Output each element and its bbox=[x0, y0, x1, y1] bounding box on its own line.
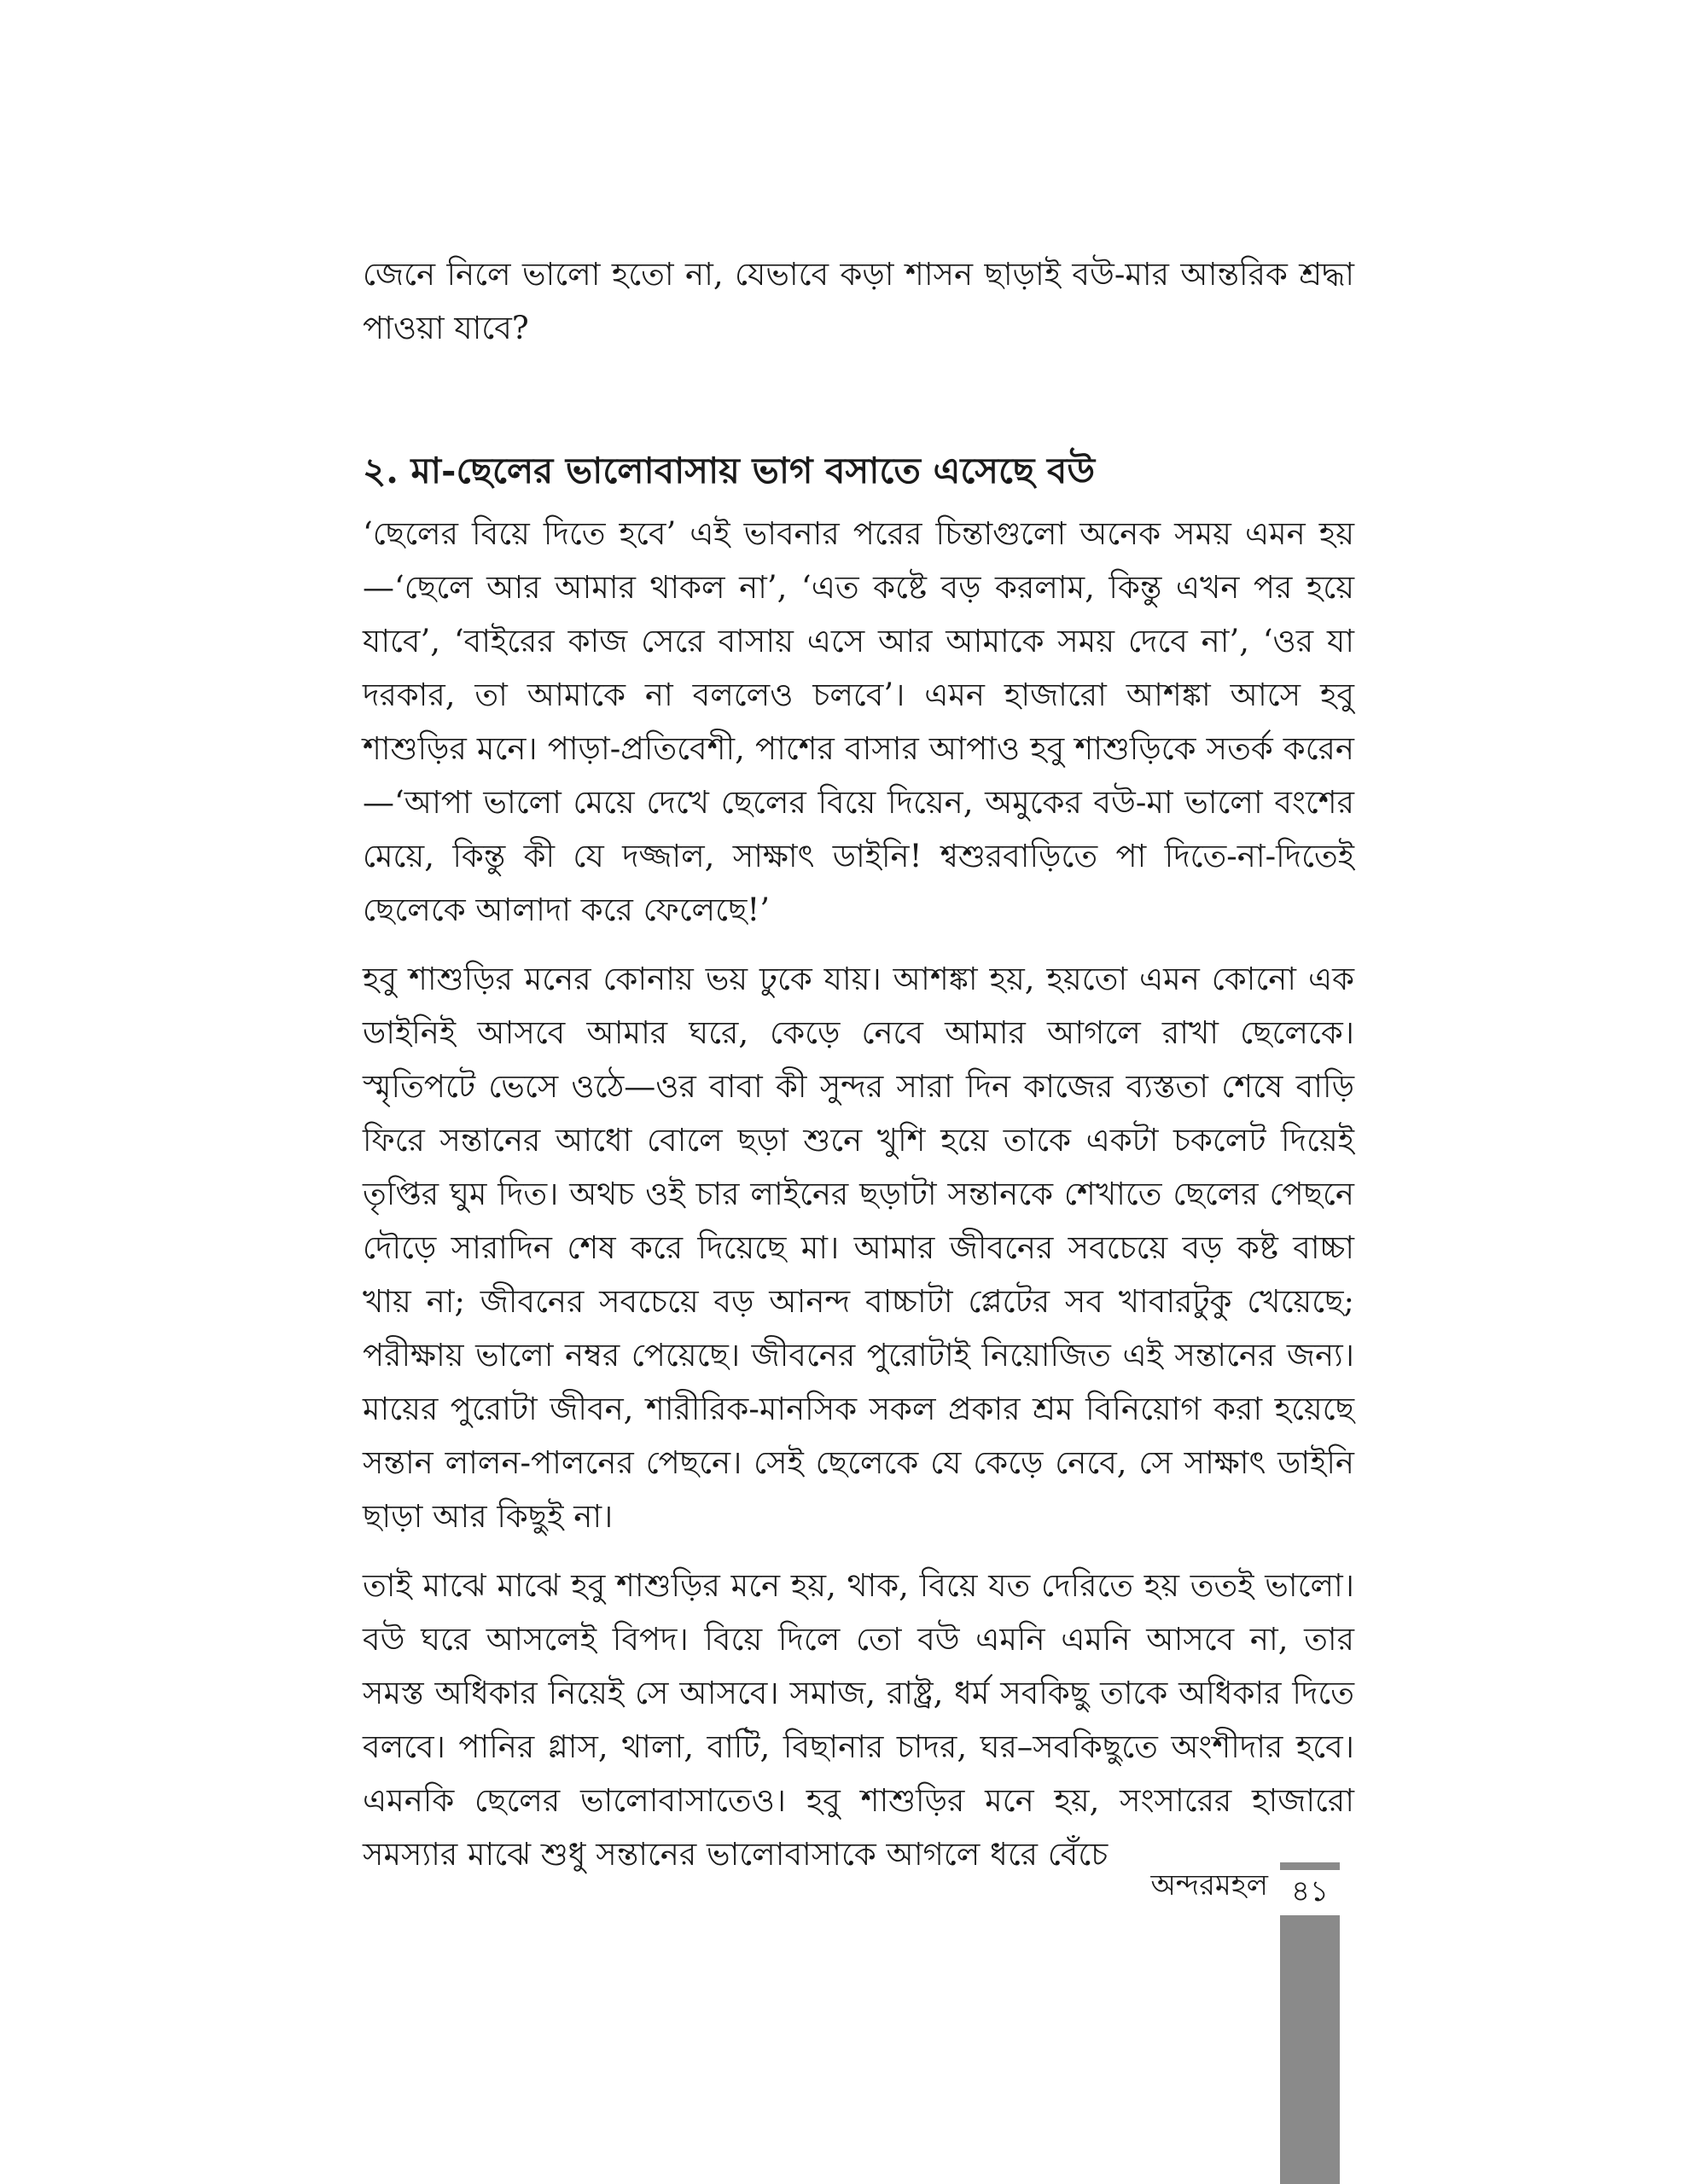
paragraph-2: হবু শাশুড়ির মনের কোনায় ভয় ঢুকে যায়। আশঙ্কা হয়, হয়তো এমন কোনো এক ডাইনিই আসবে আমার ঘরে, কেড়ে নেবে আমার আগলে রাখা ছেলেকে। স্মৃতিপটে ভেসে ওঠে—ওর বাবা কী সুন্দর সারা দিন কাজের ব্যস্ততা শেষে বাড়ি ফিরে সন্তানের আধো বোলে ছড়া শুনে খুশি হয়ে তাকে একটা চকলেট দিয়েই তৃপ্তির ঘুম দিত। অথচ ওই চার লাইনের ছড়াটা সন্তানকে শেখাতে ছেলের পেছনে দৌড়ে সারাদিন শেষ করে দিয়েছে মা। আমার জীবনের সবচেয়ে বড় কষ্ট বাচ্চা খায় না; জীবনের সবচেয়ে বড় আনন্দ বাচ্চাটা প্লেটের সব খাবারটুকু খেয়েছে; পরীক্ষায় ভালো নম্বর পেয়েছে। জীবনের পুরোটাই নিয়োজিত এই সন্তানের জন্য। মায়ের পুরোটা জীবন, শারীরিক-মানসিক সকল প্রকার শ্রম বিনিয়োগ করা হয়েছে সন্তান লালন-পালনের পেছনে। সেই ছেলেকে যে কেড়ে নেবে, সে সাক্ষাৎ ডাইনি ছাড়া আর কিছুই না। bbox=[363, 961, 1354, 1535]
intro-text bbox=[363, 247, 1354, 355]
intro-paragraph: জেনে নিলে ভালো হতো না, যেভাবে কড়া শাসন ছাড়াই বউ-মার আন্তরিক শ্রদ্ধা পাওয়া যাবে? bbox=[363, 256, 1354, 346]
running-title: অন্দরমহল bbox=[1150, 1868, 1268, 1902]
section-heading: ২. মা-ছেলের ভালোবাসায় ভাগ বসাতে এসেছে বউ bbox=[363, 450, 1096, 491]
page-edge-tab bbox=[1280, 1915, 1340, 2184]
page-number: ৪১ bbox=[1290, 1874, 1330, 1908]
paragraph-3: তাই মাঝে মাঝে হবু শাশুড়ির মনে হয়, থাক, বিয়ে যত দেরিতে হয় ততই ভালো। বউ ঘরে আসলেই বিপদ। বিয়ে দিলে তো বউ এমনি এমনি আসবে না, তার সমস্ত অধিকার নিয়েই সে আসবে। সমাজ, রাষ্ট্র, ধর্ম সবকিছু তাকে অধিকার দিতে বলবে। পানির গ্লাস, থালা, বাটি, বিছানার চাদর, ঘর–সবকিছুতে অংশীদার হবে। এমনকি ছেলের ভালোবাসাতেও। হবু শাশুড়ির মনে হয়, সংসারের হাজারো সমস্যার মাঝে শুধু সন্তানের ভালোবাসাকে আগলে ধরে বেঁচে bbox=[363, 1567, 1354, 1873]
section-2 bbox=[363, 442, 1354, 1881]
paragraph-1: ‘ছেলের বিয়ে দিতে হবে’ এই ভাবনার পরের চিন্তাগুলো অনেক সময় এমন হয়—‘ছেলে আর আমার থাকল না’, ‘এত কষ্টে বড় করলাম, কিন্তু এখন পর হয়ে যাবে’, ‘বাইরের কাজ সেরে বাসায় এসে আর আমাকে সময় দেবে না’, ‘ওর যা দরকার, তা আমাকে না বললেও চলবে’। এমন হাজারো আশঙ্কা আসে হবু শাশুড়ির মনে। পাড়া-প্রতিবেশী, পাশের বাসার আপাও হবু শাশুড়িকে সতর্ক করেন—‘আপা ভালো মেয়ে দেখে ছেলের বিয়ে দিয়েন, অমুকের বউ-মা ভালো বংশের মেয়ে, কিন্তু কী যে দজ্জাল, সাক্ষাৎ ডাইনি! শ্বশুরবাড়িতে পা দিতে-না-দিতেই ছেলেকে আলাদা করে ফেলেছে!’ bbox=[363, 515, 1354, 928]
